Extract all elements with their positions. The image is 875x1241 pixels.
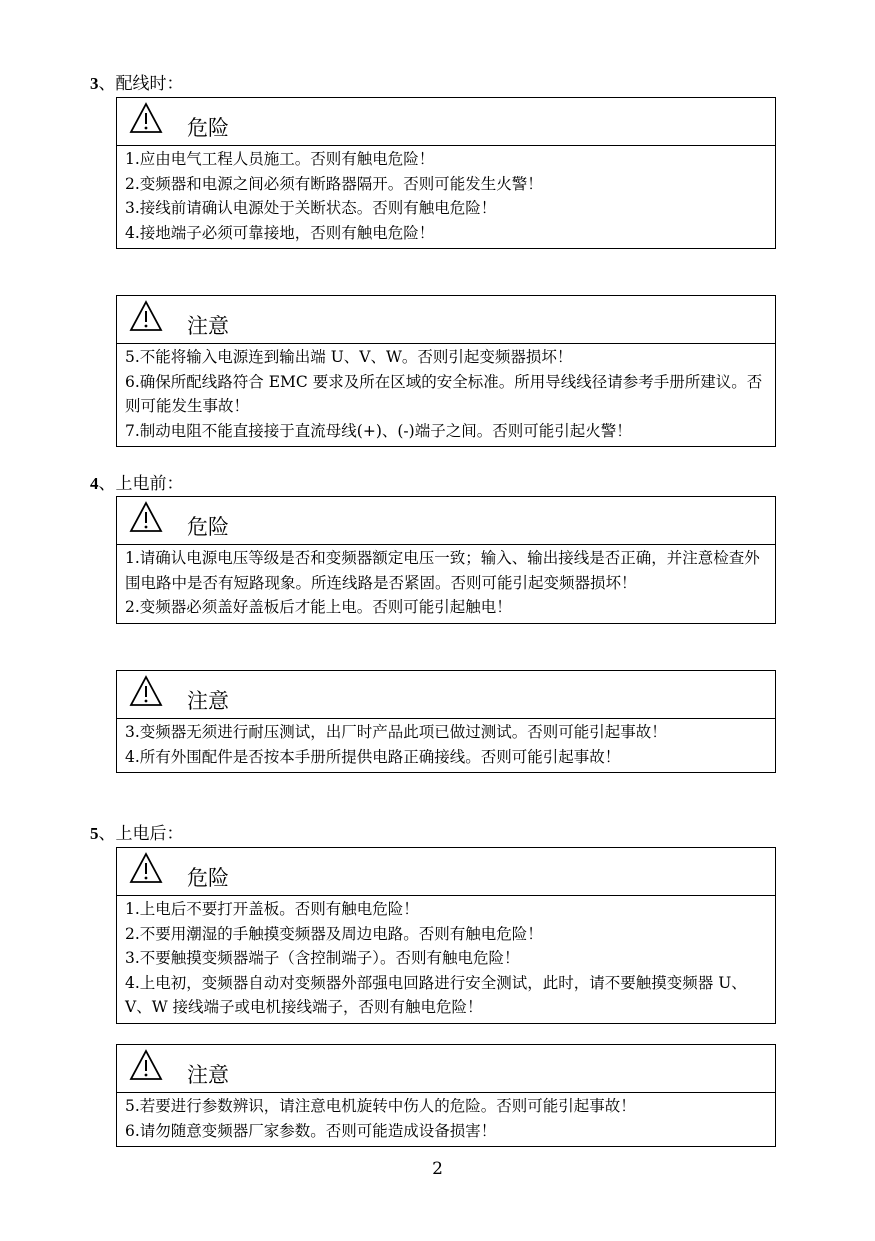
section-title-3: 3、配线时： [90,74,184,94]
box-title: 危险 [187,116,229,140]
list-item: 2.变频器必须盖好盖板后才能上电。否则可能引起触电！ [125,598,512,616]
list-item: 7.制动电阻不能直接接于直流母线(+)、(-)端子之间。否则可能引起火警！ [125,421,632,440]
list-item: 1.应由电气工程人员施工。否则有触电危险！ [125,150,435,168]
danger-box-wiring [116,97,776,249]
list-item: 6.请勿随意变频器厂家参数。否则可能造成设备损害！ [125,1121,497,1140]
list-item: 2.变频器和电源之间必须有断路器隔开。否则可能发生火警！ [125,174,543,193]
list-item: 5.若要进行参数辨识，请注意电机旋转中伤人的危险。否则可能引起事故！ [125,1097,636,1115]
list-item: 4.所有外围配件是否按本手册所提供电路正确接线。否则可能引起事故！ [125,747,621,766]
warning-triangle-icon [129,501,163,533]
caution-box-before-power [116,670,776,773]
caution-box-after-power [116,1044,776,1147]
warning-triangle-icon [129,102,163,134]
warning-triangle-icon [129,1049,163,1081]
list-item: 3.变频器无须进行耐压测试，出厂时产品此项已做过测试。否则可能引起事故！ [125,723,667,741]
section-title-5: 5、上电后： [90,824,184,844]
box-header [117,671,775,719]
box-body [117,344,775,446]
box-header [117,296,775,344]
warning-triangle-icon [129,852,163,884]
box-header [117,98,775,146]
page-number: 2 [432,1159,443,1179]
list-item: 3.不要触摸变频器端子（含控制端子）。否则有触电危险！ [125,949,520,967]
list-item: 2.不要用潮湿的手触摸变频器及周边电路。否则有触电危险！ [125,924,543,943]
list-item: 1.上电后不要打开盖板。否则有触电危险！ [125,900,419,918]
list-item: 4.接地端子必须可靠接地，否则有触电危险！ [125,223,435,242]
list-item: 3.接线前请确认电源处于关断状态。否则有触电危险！ [125,199,497,217]
list-item: 1.请确认电源电压等级是否和变频器额定电压一致；输入、输出接线是否正确，并注意检查外围电路中是否有短路现象。所连线路是否紧固。否则可能引起变频器损坏！ [125,549,760,592]
box-header [117,1045,775,1093]
box-body [117,545,775,623]
box-body [117,896,775,1023]
caution-box-wiring [116,295,776,447]
box-body [117,719,775,772]
warning-triangle-icon [129,675,163,707]
box-header [117,848,775,896]
box-title: 注意 [187,1063,229,1087]
box-title: 危险 [187,866,229,890]
list-item: 5.不能将输入电源连到输出端 U、V、W。否则引起变频器损坏！ [125,348,573,366]
box-body [117,146,775,248]
section-title-4: 4、上电前： [90,474,184,494]
list-item: 6.确保所配线路符合 EMC 要求及所在区域的安全标准。所用导线线径请参考手册所建议。否则可能发生事故！ [125,372,763,415]
list-item: 4.上电初，变频器自动对变频器外部强电回路进行安全测试，此时，请不要触摸变频器 U、V、W 接线端子或电机接线端子，否则有触电危险！ [125,973,747,1016]
box-title: 注意 [187,314,229,338]
box-title: 危险 [187,515,229,539]
box-header [117,497,775,545]
warning-triangle-icon [129,300,163,332]
danger-box-after-power [116,847,776,1024]
danger-box-before-power [116,496,776,624]
box-body [117,1093,775,1146]
box-title: 注意 [187,689,229,713]
